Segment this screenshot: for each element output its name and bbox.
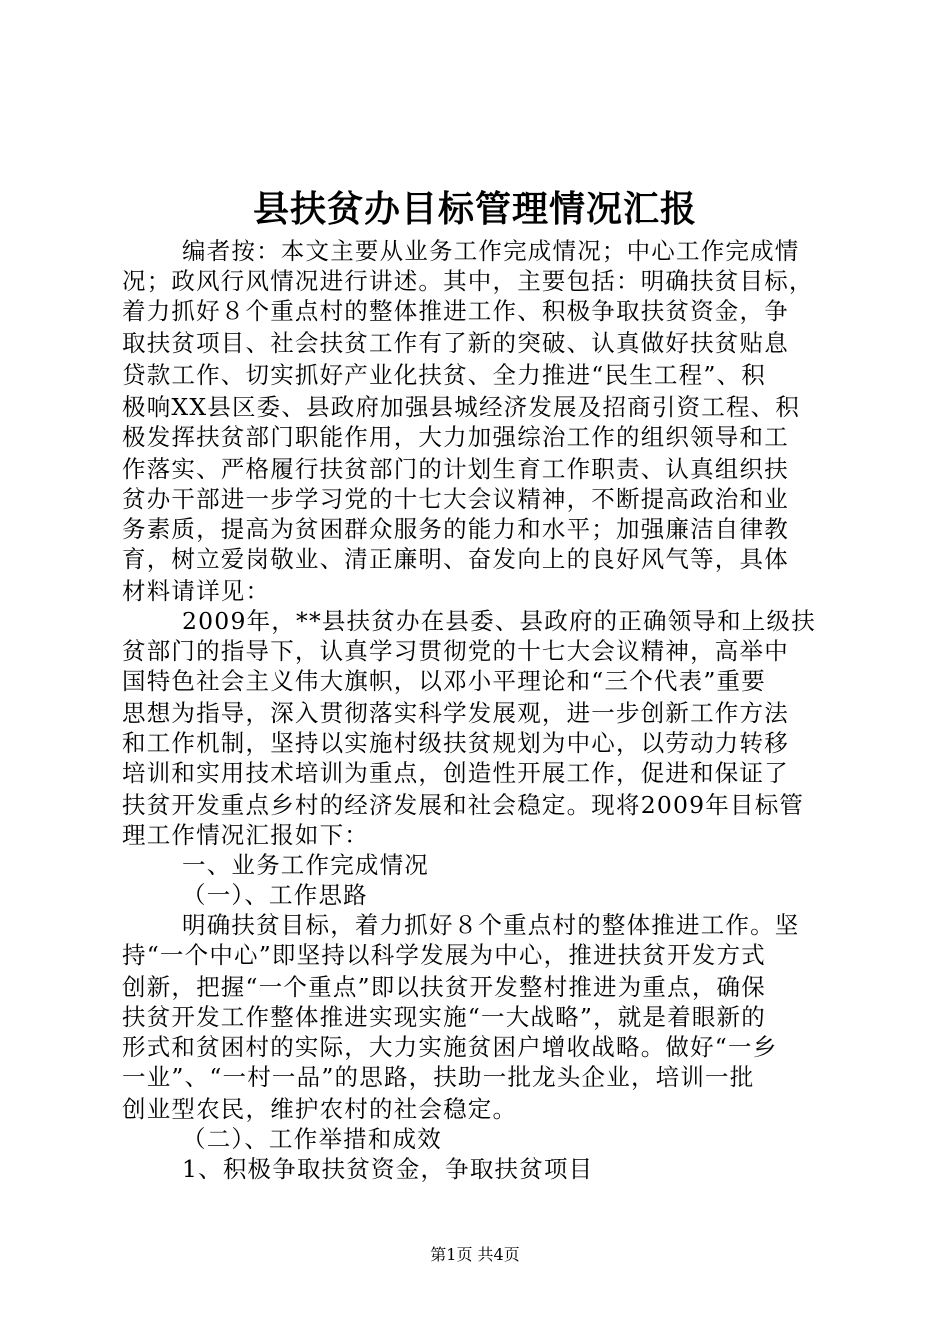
list-item-heading: 1、积极争取扶贫资金，争取扶贫项目 [182, 1155, 594, 1183]
paragraph-line: 一业”、“一村一品”的思路，扶助一批龙头企业，培训一批 [122, 1063, 755, 1091]
section-heading: 一、业务工作完成情况 [182, 851, 429, 879]
paragraph-line: 务素质，提高为贫困群众服务的能力和水平；加强廉洁自律教 [122, 515, 789, 543]
paragraph-line: 编者按：本文主要从业务工作完成情况；中心工作完成情 [182, 237, 800, 265]
paragraph-line: 创新，把握“一个重点”即以扶贫开发整村推进为重点，确保 [122, 973, 766, 1001]
paragraph-line: 扶贫开发重点乡村的经济发展和社会稳定。现将2009年目标管 [122, 791, 805, 819]
paragraph-line: 取扶贫项目、社会扶贫工作有了新的突破、认真做好扶贫贴息 [122, 329, 789, 357]
document-title: 县扶贫办目标管理情况汇报 [252, 188, 697, 230]
subsection-heading: （二）、工作举措和成效 [182, 1125, 442, 1153]
paragraph-line: 材料请详见： [122, 577, 271, 605]
paragraph-line: 明确扶贫目标，着力抓好８个重点村的整体推进工作。坚 [182, 911, 800, 939]
paragraph-line: 贫部门的指导下，认真学习贯彻党的十七大会议精神，高举中 [122, 637, 789, 665]
paragraph-line: 2009年，**县扶贫办在县委、县政府的正确领导和上级扶 [182, 607, 816, 635]
paragraph-line: 持“一个中心”即坚持以科学发展为中心，推进扶贫开发方式 [122, 941, 766, 969]
paragraph-line: 贫办干部进一步学习党的十七大会议精神，不断提高政治和业 [122, 485, 789, 513]
paragraph-line: 育，树立爱岗敬业、清正廉明、奋发向上的良好风气等，具体 [122, 545, 789, 573]
paragraph-line: 着力抓好８个重点村的整体推进工作、积极争取扶贫资金，争 [122, 297, 789, 325]
subsection-heading: （一）、工作思路 [182, 881, 368, 909]
paragraph-line: 理工作情况汇报如下： [122, 821, 369, 849]
paragraph-line: 国特色社会主义伟大旗帜，以邓小平理论和“三个代表”重要 [122, 667, 766, 695]
paragraph-line: 扶贫开发工作整体推进实现实施“一大战略”，就是着眼新的 [122, 1003, 766, 1031]
paragraph-line: 形式和贫困村的实际，大力实施贫困户增收战略。做好“一乡 [122, 1033, 778, 1061]
paragraph-line: 思想为指导，深入贯彻落实科学发展观，进一步创新工作方法 [122, 699, 789, 727]
paragraph-line: 培训和实用技术培训为重点，创造性开展工作，促进和保证了 [122, 759, 789, 787]
paragraph-line: 况；政风行风情况进行讲述。其中，主要包括：明确扶贫目标， [122, 267, 814, 295]
paragraph-line: 极响XX县区委、县政府加强县城经济发展及招商引资工程、积 [122, 393, 801, 421]
paragraph-line: 创业型农民，维护农村的社会稳定。 [122, 1095, 518, 1123]
page-number-footer: 第1页 共4页 [430, 1245, 520, 1264]
paragraph-line: 极发挥扶贫部门职能作用，大力加强综治工作的组织领导和工 [122, 423, 789, 451]
paragraph-line: 作落实、严格履行扶贫部门的计划生育工作职责、认真组织扶 [122, 455, 789, 483]
paragraph-line: 和工作机制，坚持以实施村级扶贫规划为中心，以劳动力转移 [122, 729, 789, 757]
paragraph-line: 贷款工作、切实抓好产业化扶贫、全力推进“民生工程”、积 [122, 361, 766, 389]
